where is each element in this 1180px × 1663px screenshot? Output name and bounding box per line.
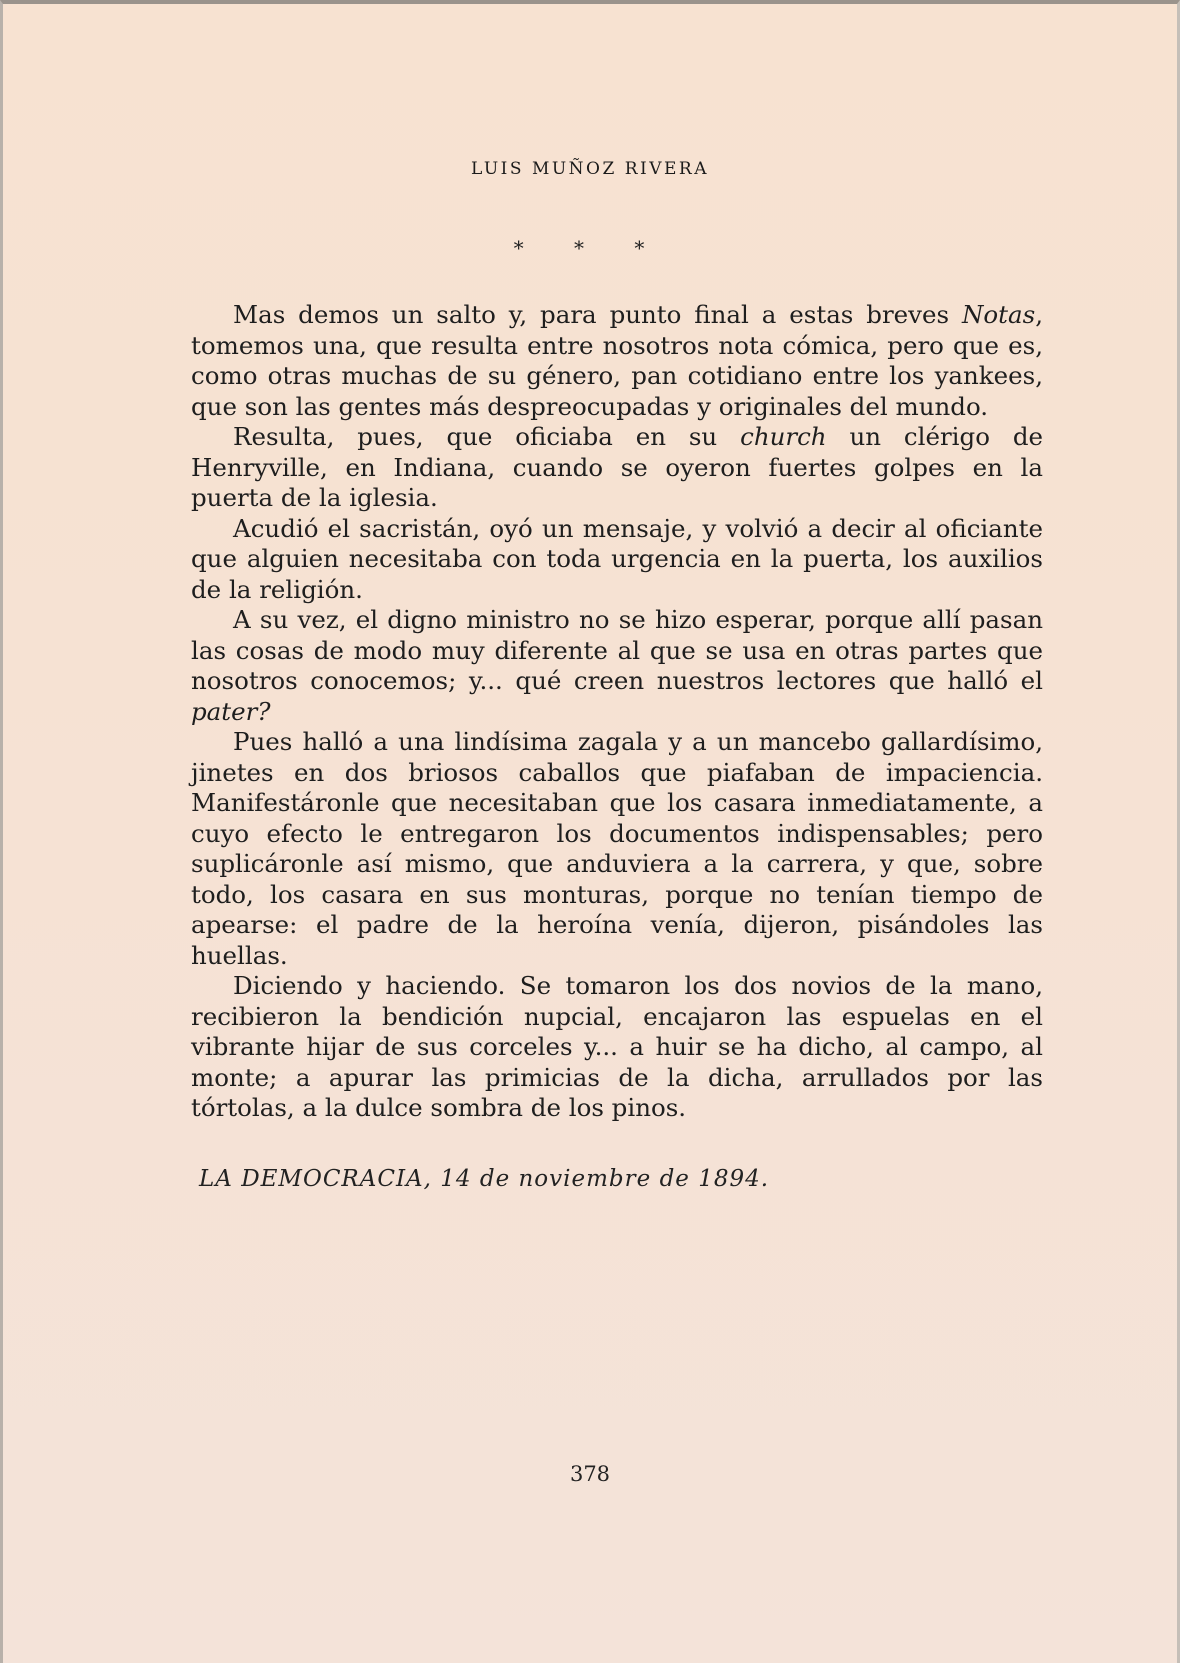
italic-term: church bbox=[740, 422, 827, 451]
paragraph bbox=[191, 514, 1043, 606]
paragraph-text: Diciendo y haciendo. Se tomaron los dos novios de la mano, recibieron la bendición nupcial, encajaron las espuelas en el vibrante hijar de sus corceles y... a huir se ha dicho, al campo, al monte; a apurar las primicias de la dicha, arrullados por las tórtolas, a la dulce sombra de los pinos. bbox=[191, 971, 1043, 1122]
paragraph bbox=[191, 605, 1043, 727]
italic-term: Notas bbox=[961, 300, 1036, 329]
section-separator: * * * bbox=[513, 236, 667, 260]
page-number: 378 bbox=[569, 1462, 611, 1486]
paragraph bbox=[191, 422, 1043, 514]
paragraph bbox=[191, 300, 1043, 422]
paragraph bbox=[191, 727, 1043, 971]
source-signature: LA DEMOCRACIA, 14 de noviembre de 1894. bbox=[199, 1166, 770, 1192]
paragraph-text: un clérigo de Henryville, en Indiana, cuando se oyeron fuertes golpes en la puerta de la iglesia. bbox=[191, 422, 1043, 512]
paragraph-text: Resulta, pues, que oficiaba en su bbox=[233, 422, 741, 451]
running-head: LUIS MUÑOZ RIVERA bbox=[471, 159, 709, 179]
paragraph-text: A su vez, el digno ministro no se hizo esperar, porque allí pasan las cosas de modo muy diferente al que se usa en otras partes que nosotros conocemos; y... qué creen nuestros lectores que halló el bbox=[191, 605, 1043, 695]
paragraph-text: , tomemos una, que resulta entre nosotros nota cómica, pero que es, como otras muchas de su género, pan cotidiano entre los yankees, que son las gentes más despreocupadas y originales del mundo. bbox=[191, 300, 1043, 421]
paragraph-text: Acudió el sacristán, oyó un mensaje, y volvió a decir al oficiante que alguien necesitaba con toda urgencia en la puerta, los auxilios de la religión. bbox=[191, 513, 1043, 604]
paragraph bbox=[191, 971, 1043, 1124]
paragraph-text: Pues halló a una lindísima zagala y a un mancebo gallardísimo, jinetes en dos briosos caballos que piafaban de impaciencia. Manifestáronle que necesitaban que los casara inmediatamente, a cuyo efecto le entregaron los documentos indispensables; pero suplicáronle así mismo, que anduviera a la carrera, y que, sobre todo, los casara en sus monturas, porque no tenían tiempo de apearse: el padre de la heroína venía, dijeron, pisándoles las huellas. bbox=[191, 727, 1043, 970]
italic-term: pater? bbox=[191, 696, 271, 726]
paragraph-text: Mas demos un salto y, para punto final a estas breves bbox=[233, 300, 962, 329]
article-body bbox=[191, 300, 1043, 1124]
